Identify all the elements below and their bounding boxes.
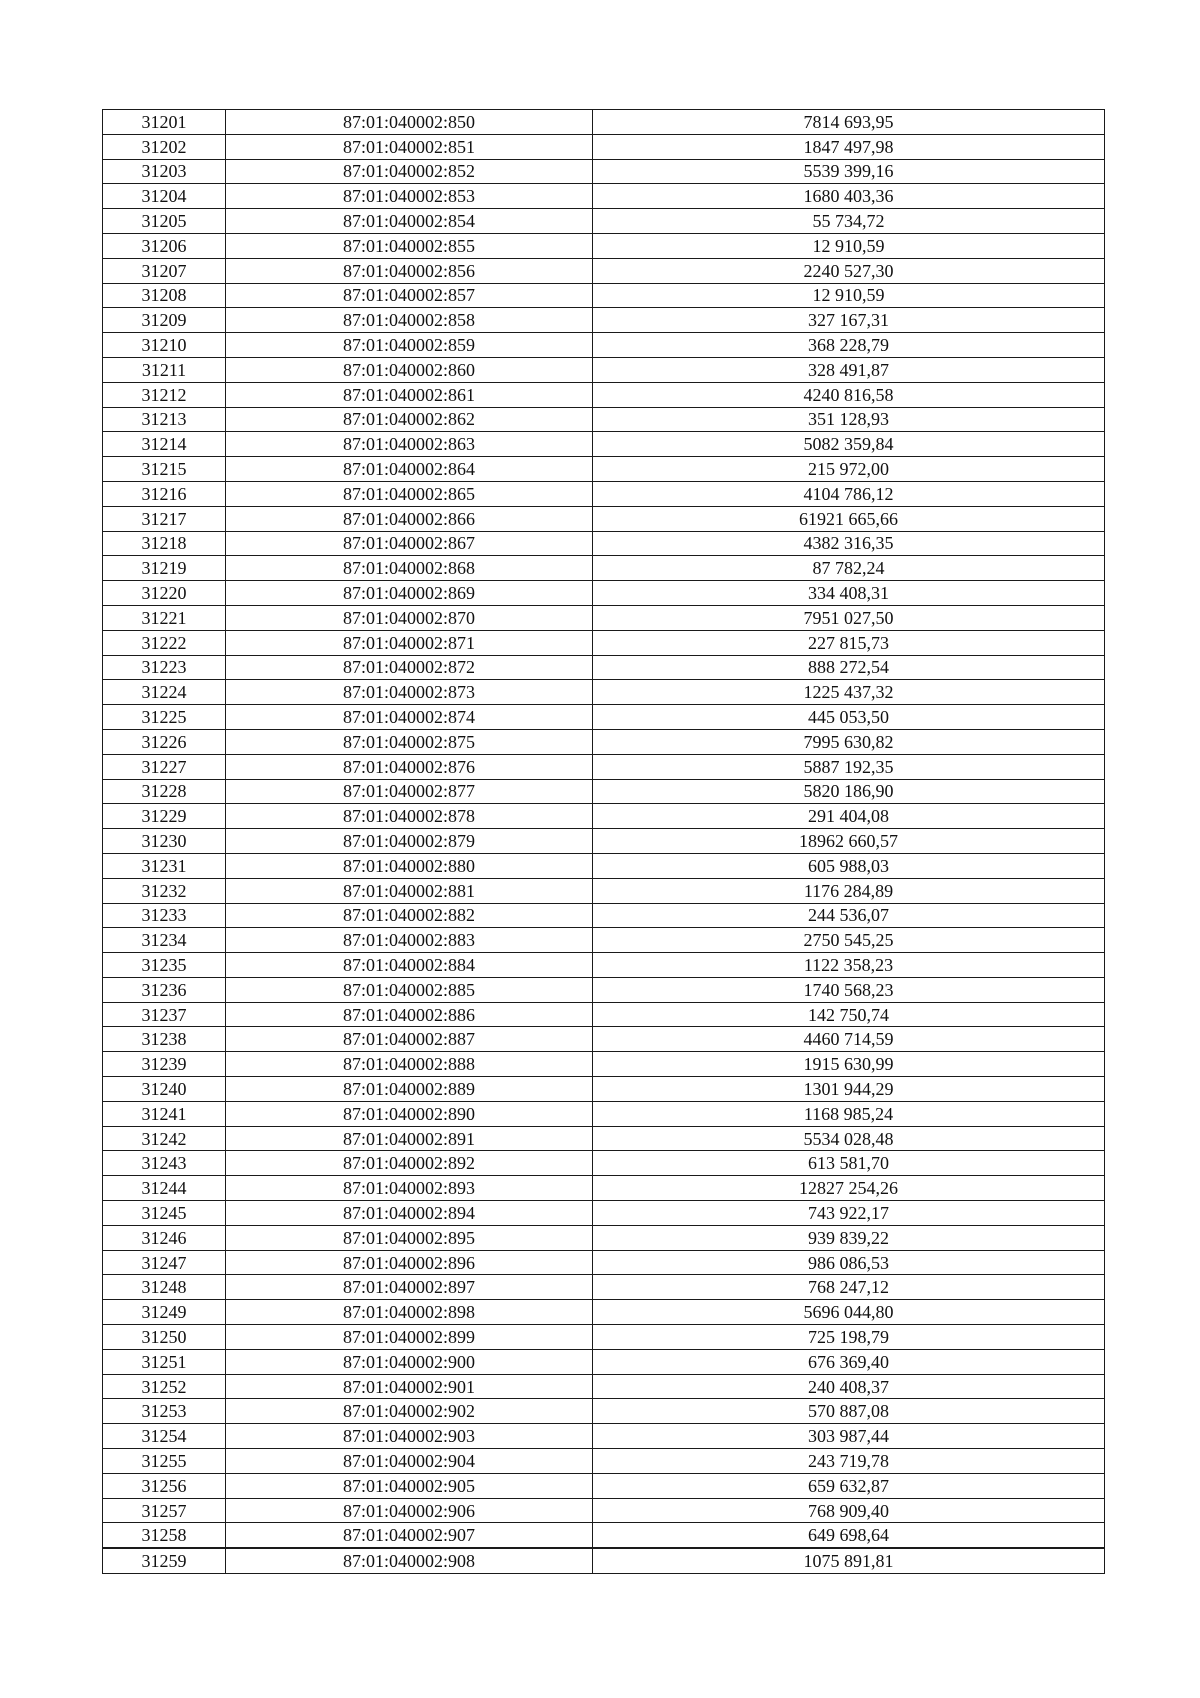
cadastral-value-cell: 649 698,64 <box>593 1523 1105 1548</box>
cadastral-number-cell: 87:01:040002:887 <box>226 1027 593 1052</box>
table-row <box>103 382 1105 407</box>
cadastral-number-cell: 87:01:040002:897 <box>226 1275 593 1300</box>
cadastral-value-cell: 939 839,22 <box>593 1225 1105 1250</box>
cadastral-value-cell: 18962 660,57 <box>593 829 1105 854</box>
table-row <box>103 853 1105 878</box>
row-number-cell: 31246 <box>103 1225 226 1250</box>
table-row <box>103 804 1105 829</box>
cadastral-number-cell: 87:01:040002:872 <box>226 655 593 680</box>
table-row <box>103 1201 1105 1226</box>
table-row <box>103 680 1105 705</box>
cadastral-number-cell: 87:01:040002:867 <box>226 531 593 556</box>
table-row <box>103 333 1105 358</box>
cadastral-number-cell: 87:01:040002:879 <box>226 829 593 854</box>
cadastral-number-cell: 87:01:040002:883 <box>226 928 593 953</box>
cadastral-number-cell: 87:01:040002:898 <box>226 1300 593 1325</box>
cadastral-number-cell: 87:01:040002:874 <box>226 705 593 730</box>
cadastral-number-cell: 87:01:040002:899 <box>226 1325 593 1350</box>
cadastral-value-cell: 1122 358,23 <box>593 953 1105 978</box>
table-row <box>103 531 1105 556</box>
row-number-cell: 31203 <box>103 159 226 184</box>
table-row <box>103 953 1105 978</box>
cadastral-number-cell: 87:01:040002:886 <box>226 1002 593 1027</box>
cadastral-number-cell: 87:01:040002:902 <box>226 1399 593 1424</box>
cadastral-value-cell: 61921 665,66 <box>593 506 1105 531</box>
cadastral-number-cell: 87:01:040002:889 <box>226 1077 593 1102</box>
table-row <box>103 1275 1105 1300</box>
table-body <box>103 110 1105 1574</box>
cadastral-number-cell: 87:01:040002:885 <box>226 977 593 1002</box>
row-number-cell: 31241 <box>103 1101 226 1126</box>
cadastral-value-cell: 1740 568,23 <box>593 977 1105 1002</box>
table-row <box>103 729 1105 754</box>
row-number-cell: 31254 <box>103 1424 226 1449</box>
cadastral-value-cell: 328 491,87 <box>593 357 1105 382</box>
table-row <box>103 506 1105 531</box>
cadastral-number-cell: 87:01:040002:901 <box>226 1374 593 1399</box>
cadastral-value-cell: 55 734,72 <box>593 209 1105 234</box>
table-row <box>103 159 1105 184</box>
table-row <box>103 655 1105 680</box>
row-number-cell: 31255 <box>103 1449 226 1474</box>
cadastral-value-cell: 12827 254,26 <box>593 1176 1105 1201</box>
table-row <box>103 258 1105 283</box>
cadastral-number-cell: 87:01:040002:891 <box>226 1126 593 1151</box>
row-number-cell: 31234 <box>103 928 226 953</box>
cadastral-number-cell: 87:01:040002:869 <box>226 581 593 606</box>
row-number-cell: 31228 <box>103 779 226 804</box>
cadastral-value-cell: 676 369,40 <box>593 1349 1105 1374</box>
row-number-cell: 31257 <box>103 1498 226 1523</box>
row-number-cell: 31247 <box>103 1250 226 1275</box>
table-row <box>103 481 1105 506</box>
row-number-cell: 31212 <box>103 382 226 407</box>
cadastral-value-cell: 351 128,93 <box>593 407 1105 432</box>
cadastral-value-cell: 570 887,08 <box>593 1399 1105 1424</box>
cadastral-value-cell: 768 909,40 <box>593 1498 1105 1523</box>
row-number-cell: 31209 <box>103 308 226 333</box>
row-number-cell: 31230 <box>103 829 226 854</box>
cadastral-value-table <box>102 109 1105 1574</box>
cadastral-value-cell: 4104 786,12 <box>593 481 1105 506</box>
row-number-cell: 31237 <box>103 1002 226 1027</box>
cadastral-number-cell: 87:01:040002:855 <box>226 233 593 258</box>
cadastral-number-cell: 87:01:040002:904 <box>226 1449 593 1474</box>
table-row <box>103 1077 1105 1102</box>
table-row <box>103 1300 1105 1325</box>
cadastral-value-cell: 5887 192,35 <box>593 754 1105 779</box>
table-row <box>103 1424 1105 1449</box>
cadastral-value-cell: 291 404,08 <box>593 804 1105 829</box>
row-number-cell: 31222 <box>103 630 226 655</box>
row-number-cell: 31256 <box>103 1473 226 1498</box>
cadastral-number-cell: 87:01:040002:856 <box>226 258 593 283</box>
cadastral-number-cell: 87:01:040002:860 <box>226 357 593 382</box>
cadastral-number-cell: 87:01:040002:871 <box>226 630 593 655</box>
row-number-cell: 31219 <box>103 556 226 581</box>
table-row <box>103 977 1105 1002</box>
table-row <box>103 134 1105 159</box>
cadastral-number-cell: 87:01:040002:892 <box>226 1151 593 1176</box>
row-number-cell: 31207 <box>103 258 226 283</box>
cadastral-number-cell: 87:01:040002:894 <box>226 1201 593 1226</box>
cadastral-value-cell: 725 198,79 <box>593 1325 1105 1350</box>
table-row <box>103 556 1105 581</box>
table-row <box>103 110 1105 135</box>
cadastral-number-cell: 87:01:040002:890 <box>226 1101 593 1126</box>
cadastral-number-cell: 87:01:040002:895 <box>226 1225 593 1250</box>
row-number-cell: 31214 <box>103 432 226 457</box>
row-number-cell: 31238 <box>103 1027 226 1052</box>
cadastral-value-cell: 12 910,59 <box>593 233 1105 258</box>
cadastral-number-cell: 87:01:040002:900 <box>226 1349 593 1374</box>
cadastral-value-cell: 7995 630,82 <box>593 729 1105 754</box>
table-row <box>103 1498 1105 1523</box>
cadastral-number-cell: 87:01:040002:850 <box>226 110 593 135</box>
table-row <box>103 1225 1105 1250</box>
table-row <box>103 407 1105 432</box>
cadastral-number-cell: 87:01:040002:866 <box>226 506 593 531</box>
row-number-cell: 31211 <box>103 357 226 382</box>
table-row <box>103 779 1105 804</box>
cadastral-number-cell: 87:01:040002:888 <box>226 1052 593 1077</box>
row-number-cell: 31210 <box>103 333 226 358</box>
cadastral-value-cell: 5696 044,80 <box>593 1300 1105 1325</box>
cadastral-number-cell: 87:01:040002:859 <box>226 333 593 358</box>
cadastral-value-cell: 605 988,03 <box>593 853 1105 878</box>
table-row <box>103 581 1105 606</box>
table-row <box>103 1374 1105 1399</box>
row-number-cell: 31217 <box>103 506 226 531</box>
table-row <box>103 1052 1105 1077</box>
row-number-cell: 31224 <box>103 680 226 705</box>
row-number-cell: 31223 <box>103 655 226 680</box>
cadastral-value-cell: 1176 284,89 <box>593 878 1105 903</box>
table-row <box>103 308 1105 333</box>
cadastral-value-cell: 7951 027,50 <box>593 605 1105 630</box>
table-row <box>103 630 1105 655</box>
row-number-cell: 31204 <box>103 184 226 209</box>
row-number-cell: 31201 <box>103 110 226 135</box>
cadastral-number-cell: 87:01:040002:870 <box>226 605 593 630</box>
cadastral-value-cell: 5082 359,84 <box>593 432 1105 457</box>
table-row <box>103 1449 1105 1474</box>
row-number-cell: 31215 <box>103 457 226 482</box>
table-row <box>103 1349 1105 1374</box>
cadastral-value-cell: 327 167,31 <box>593 308 1105 333</box>
cadastral-value-cell: 659 632,87 <box>593 1473 1105 1498</box>
row-number-cell: 31231 <box>103 853 226 878</box>
cadastral-number-cell: 87:01:040002:896 <box>226 1250 593 1275</box>
row-number-cell: 31235 <box>103 953 226 978</box>
cadastral-number-cell: 87:01:040002:884 <box>226 953 593 978</box>
cadastral-value-cell: 1301 944,29 <box>593 1077 1105 1102</box>
table-row <box>103 1548 1105 1573</box>
cadastral-number-cell: 87:01:040002:864 <box>226 457 593 482</box>
cadastral-number-cell: 87:01:040002:861 <box>226 382 593 407</box>
row-number-cell: 31229 <box>103 804 226 829</box>
cadastral-value-cell: 1680 403,36 <box>593 184 1105 209</box>
cadastral-value-cell: 4382 316,35 <box>593 531 1105 556</box>
table-row <box>103 1523 1105 1548</box>
row-number-cell: 31232 <box>103 878 226 903</box>
cadastral-number-cell: 87:01:040002:876 <box>226 754 593 779</box>
cadastral-value-cell: 5534 028,48 <box>593 1126 1105 1151</box>
cadastral-number-cell: 87:01:040002:863 <box>226 432 593 457</box>
cadastral-value-cell: 12 910,59 <box>593 283 1105 308</box>
cadastral-value-cell: 1168 985,24 <box>593 1101 1105 1126</box>
cadastral-value-cell: 2750 545,25 <box>593 928 1105 953</box>
cadastral-value-cell: 215 972,00 <box>593 457 1105 482</box>
cadastral-value-cell: 5539 399,16 <box>593 159 1105 184</box>
cadastral-value-cell: 5820 186,90 <box>593 779 1105 804</box>
cadastral-value-cell: 986 086,53 <box>593 1250 1105 1275</box>
cadastral-value-cell: 768 247,12 <box>593 1275 1105 1300</box>
cadastral-number-cell: 87:01:040002:907 <box>226 1523 593 1548</box>
cadastral-value-cell: 244 536,07 <box>593 903 1105 928</box>
cadastral-value-cell: 303 987,44 <box>593 1424 1105 1449</box>
cadastral-value-cell: 1075 891,81 <box>593 1548 1105 1573</box>
cadastral-value-cell: 2240 527,30 <box>593 258 1105 283</box>
cadastral-number-cell: 87:01:040002:875 <box>226 729 593 754</box>
table-row <box>103 1325 1105 1350</box>
cadastral-value-cell: 87 782,24 <box>593 556 1105 581</box>
cadastral-value-cell: 613 581,70 <box>593 1151 1105 1176</box>
table-row <box>103 184 1105 209</box>
row-number-cell: 31258 <box>103 1523 226 1548</box>
row-number-cell: 31205 <box>103 209 226 234</box>
cadastral-number-cell: 87:01:040002:903 <box>226 1424 593 1449</box>
table-row <box>103 878 1105 903</box>
cadastral-value-cell: 1847 497,98 <box>593 134 1105 159</box>
row-number-cell: 31226 <box>103 729 226 754</box>
row-number-cell: 31245 <box>103 1201 226 1226</box>
cadastral-value-cell: 888 272,54 <box>593 655 1105 680</box>
row-number-cell: 31218 <box>103 531 226 556</box>
table-row <box>103 233 1105 258</box>
cadastral-value-cell: 4240 816,58 <box>593 382 1105 407</box>
row-number-cell: 31208 <box>103 283 226 308</box>
row-number-cell: 31242 <box>103 1126 226 1151</box>
row-number-cell: 31216 <box>103 481 226 506</box>
cadastral-value-cell: 368 228,79 <box>593 333 1105 358</box>
cadastral-value-cell: 743 922,17 <box>593 1201 1105 1226</box>
table-row <box>103 1176 1105 1201</box>
table-row <box>103 283 1105 308</box>
row-number-cell: 31233 <box>103 903 226 928</box>
table-row <box>103 903 1105 928</box>
cadastral-number-cell: 87:01:040002:873 <box>226 680 593 705</box>
row-number-cell: 31253 <box>103 1399 226 1424</box>
table-row <box>103 605 1105 630</box>
row-number-cell: 31213 <box>103 407 226 432</box>
row-number-cell: 31249 <box>103 1300 226 1325</box>
cadastral-value-cell: 1225 437,32 <box>593 680 1105 705</box>
row-number-cell: 31250 <box>103 1325 226 1350</box>
row-number-cell: 31225 <box>103 705 226 730</box>
table-row <box>103 1027 1105 1052</box>
cadastral-value-cell: 227 815,73 <box>593 630 1105 655</box>
cadastral-number-cell: 87:01:040002:857 <box>226 283 593 308</box>
cadastral-number-cell: 87:01:040002:854 <box>226 209 593 234</box>
row-number-cell: 31259 <box>103 1548 226 1573</box>
cadastral-number-cell: 87:01:040002:905 <box>226 1473 593 1498</box>
cadastral-number-cell: 87:01:040002:853 <box>226 184 593 209</box>
row-number-cell: 31244 <box>103 1176 226 1201</box>
row-number-cell: 31240 <box>103 1077 226 1102</box>
cadastral-number-cell: 87:01:040002:906 <box>226 1498 593 1523</box>
cadastral-value-cell: 243 719,78 <box>593 1449 1105 1474</box>
cadastral-number-cell: 87:01:040002:908 <box>226 1548 593 1573</box>
cadastral-number-cell: 87:01:040002:878 <box>226 804 593 829</box>
table-row <box>103 432 1105 457</box>
cadastral-number-cell: 87:01:040002:865 <box>226 481 593 506</box>
cadastral-value-cell: 240 408,37 <box>593 1374 1105 1399</box>
row-number-cell: 31251 <box>103 1349 226 1374</box>
table-row <box>103 1101 1105 1126</box>
row-number-cell: 31248 <box>103 1275 226 1300</box>
cadastral-value-cell: 445 053,50 <box>593 705 1105 730</box>
table-row <box>103 928 1105 953</box>
cadastral-value-cell: 7814 693,95 <box>593 110 1105 135</box>
cadastral-value-cell: 4460 714,59 <box>593 1027 1105 1052</box>
table-row <box>103 1151 1105 1176</box>
cadastral-number-cell: 87:01:040002:882 <box>226 903 593 928</box>
cadastral-number-cell: 87:01:040002:851 <box>226 134 593 159</box>
row-number-cell: 31243 <box>103 1151 226 1176</box>
row-number-cell: 31202 <box>103 134 226 159</box>
cadastral-number-cell: 87:01:040002:877 <box>226 779 593 804</box>
cadastral-value-cell: 142 750,74 <box>593 1002 1105 1027</box>
table-row <box>103 829 1105 854</box>
table-row <box>103 1126 1105 1151</box>
cadastral-number-cell: 87:01:040002:868 <box>226 556 593 581</box>
cadastral-number-cell: 87:01:040002:852 <box>226 159 593 184</box>
table-row <box>103 209 1105 234</box>
table-row <box>103 457 1105 482</box>
table-row <box>103 705 1105 730</box>
cadastral-value-cell: 334 408,31 <box>593 581 1105 606</box>
table-row <box>103 1250 1105 1275</box>
cadastral-number-cell: 87:01:040002:862 <box>226 407 593 432</box>
cadastral-value-cell: 1915 630,99 <box>593 1052 1105 1077</box>
row-number-cell: 31239 <box>103 1052 226 1077</box>
cadastral-number-cell: 87:01:040002:880 <box>226 853 593 878</box>
table-row <box>103 1399 1105 1424</box>
row-number-cell: 31252 <box>103 1374 226 1399</box>
row-number-cell: 31227 <box>103 754 226 779</box>
table-row <box>103 1473 1105 1498</box>
table-row <box>103 357 1105 382</box>
row-number-cell: 31221 <box>103 605 226 630</box>
cadastral-number-cell: 87:01:040002:893 <box>226 1176 593 1201</box>
row-number-cell: 31220 <box>103 581 226 606</box>
row-number-cell: 31206 <box>103 233 226 258</box>
cadastral-number-cell: 87:01:040002:858 <box>226 308 593 333</box>
table-row <box>103 1002 1105 1027</box>
cadastral-number-cell: 87:01:040002:881 <box>226 878 593 903</box>
row-number-cell: 31236 <box>103 977 226 1002</box>
table-row <box>103 754 1105 779</box>
